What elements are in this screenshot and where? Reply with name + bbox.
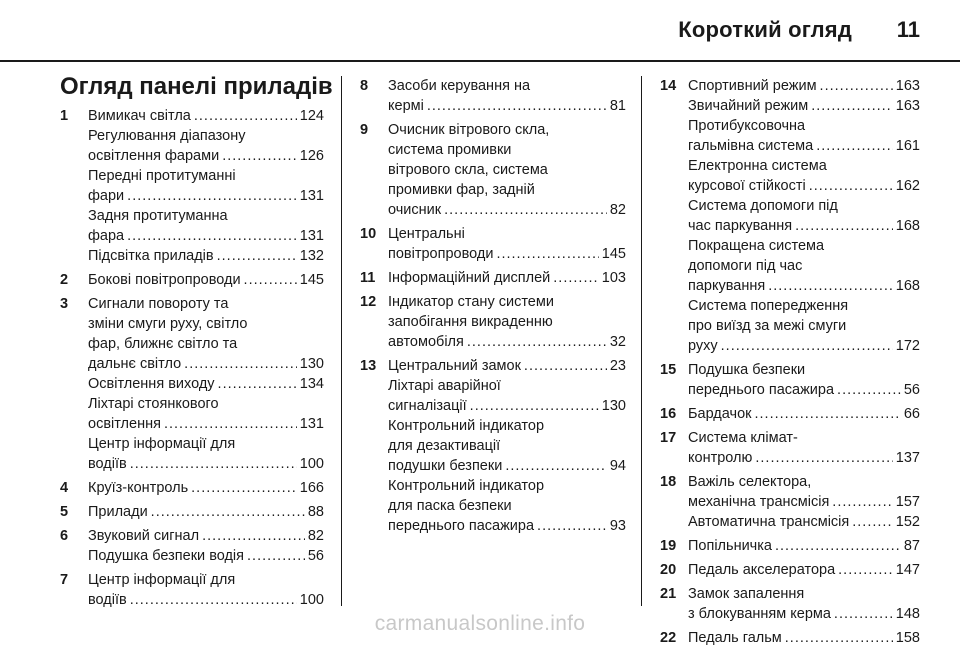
index-item [360,120,626,220]
entry-label: Бокові повітропроводи [88,272,241,288]
index-entry[interactable] [88,526,324,546]
index-item [360,224,626,264]
entry-page-ref: 126 [299,148,324,164]
item-number: 12 [360,294,377,310]
entry-page-ref: 66 [903,406,920,422]
dot-leader [837,380,901,400]
item-number: 2 [60,272,69,288]
entry-text-line: про виїзд за межі смуги [688,318,847,334]
index-item [660,76,920,356]
entry-page-ref: 88 [307,504,324,520]
dot-leader [191,478,297,498]
index-entry[interactable] [688,176,920,196]
entry-page-ref: 81 [609,98,626,114]
entry-page-ref: 145 [601,246,626,262]
entry-page-ref: 152 [895,514,920,530]
entry-text-line: Система клімат- [688,430,798,446]
dot-leader [130,590,297,610]
dot-leader [164,414,297,434]
item-body [88,270,324,290]
entry-text-line: Очисник вітрового скла, [388,122,550,138]
entry-label: Прилади [88,504,148,520]
entry-text-line: Індикатор стану системи [388,294,554,310]
entry-page-ref: 87 [903,538,920,554]
item-number: 10 [360,226,377,242]
entry-label: освітлення [88,416,161,432]
entry-text-line: зміни смуги руху, світло [88,316,248,332]
entry-label: Автоматична трансмісія [688,514,850,530]
dot-leader [222,146,297,166]
entry-text-line: Протибуксовочна [688,118,806,134]
item-body [88,478,324,498]
entry-text-line: запобігання викраденню [388,314,553,330]
index-item [660,428,920,468]
dot-leader [247,546,305,566]
dot-leader [553,268,599,288]
entry-text-line: система промивки [388,142,512,158]
dot-leader [130,454,297,474]
index-entry[interactable] [688,512,920,532]
entry-label: водіїв [88,592,127,608]
dot-leader [444,200,607,220]
item-number: 22 [660,630,677,646]
index-entry[interactable] [688,448,920,468]
item-number: 19 [660,538,677,554]
dot-leader [768,276,893,296]
index-item [660,360,920,400]
entry-page-ref: 147 [895,562,920,578]
dot-leader [852,512,893,532]
entry-label: Підсвітка приладів [88,248,214,264]
entry-page-ref: 157 [895,494,920,510]
index-entry[interactable] [688,380,920,400]
dot-leader [151,502,305,522]
entry-label: механічна трансмісія [688,494,830,510]
entry-text-line: Ліхтарі стоянкового [88,396,219,412]
item-number: 14 [660,78,677,94]
entry-label: Круїз-контроль [88,480,189,496]
index-entry[interactable] [388,200,626,220]
entry-label: переднього пасажира [688,382,835,398]
index-item [60,526,324,566]
entry-label: повітропроводи [388,246,494,262]
index-entry[interactable] [388,244,626,264]
dot-leader [809,176,893,196]
header-title: Короткий огляд [678,17,852,42]
entry-label: Центральний замок [388,358,521,374]
entry-label: переднього пасажира [388,518,535,534]
entry-text-line: допомоги під час [688,258,803,274]
item-body [688,560,920,580]
entry-page-ref: 131 [299,188,324,204]
dot-leader [427,96,607,116]
entry-text-line: Система допомоги під [688,198,838,214]
index-entry[interactable] [688,96,920,116]
entry-text-line: Ліхтарі аварійної [388,378,501,394]
dot-leader [127,226,297,246]
item-body [88,294,324,474]
dot-leader [775,536,901,556]
dot-leader [127,186,297,206]
entry-page-ref: 131 [299,228,324,244]
item-number: 5 [60,504,69,520]
index-entry[interactable] [88,546,324,566]
entry-label: Подушка безпеки водія [88,548,245,564]
index-entry[interactable] [88,186,324,206]
entry-page-ref: 56 [903,382,920,398]
item-number: 18 [660,474,677,490]
item-number: 17 [660,430,677,446]
entry-page-ref: 158 [895,630,920,646]
index-entry[interactable] [88,146,324,166]
entry-label: подушки безпеки [388,458,503,474]
entry-label: фари [88,188,125,204]
dot-leader [194,106,297,126]
item-number: 6 [60,528,69,544]
index-entry[interactable] [388,268,626,288]
section-title: Огляд панелі приладів [60,73,333,100]
entry-label: Звичайний режим [688,98,809,114]
entry-page-ref: 100 [299,592,324,608]
entry-page-ref: 168 [895,218,920,234]
index-item [60,478,324,498]
dot-leader [218,374,297,394]
entry-page-ref: 130 [299,356,324,372]
entry-label: водіїв [88,456,127,472]
item-body [688,472,920,532]
entry-label: Бардачок [688,406,752,422]
item-body [388,76,626,116]
index-entry[interactable] [688,536,920,556]
item-body [88,502,324,522]
dot-leader [467,332,607,352]
index-entry[interactable] [88,354,324,374]
index-entry[interactable] [688,560,920,580]
entry-text-line: Подушка безпеки [688,362,806,378]
entry-label: освітлення фарами [88,148,220,164]
item-body [388,224,626,264]
entry-page-ref: 132 [299,248,324,264]
dot-leader [496,244,598,264]
item-body [388,356,626,536]
entry-label: Освітлення виходу [88,376,215,392]
item-number: 7 [60,572,69,588]
index-entry[interactable] [688,276,920,296]
entry-page-ref: 168 [895,278,920,294]
item-number: 11 [360,270,376,286]
dot-leader [217,246,297,266]
dot-leader [754,404,900,424]
entry-label: курсової стійкості [688,178,806,194]
entry-label: Попільничка [688,538,772,554]
index-item [60,294,324,474]
index-entry[interactable] [388,396,626,416]
entry-label: дальнє світло [88,356,182,372]
item-number: 21 [660,586,677,602]
index-entry[interactable] [88,414,324,434]
item-number: 15 [660,362,677,378]
item-body [388,292,626,352]
entry-label: контролю [688,450,753,466]
index-entry[interactable] [88,478,324,498]
dot-leader [537,516,607,536]
entry-page-ref: 163 [895,98,920,114]
entry-text-line: Центр інформації для [88,436,236,452]
entry-page-ref: 148 [895,606,920,622]
item-number: 13 [360,358,377,374]
item-number: 8 [360,78,369,94]
dot-leader [470,396,599,416]
index-item [660,560,920,580]
dot-leader [505,456,607,476]
index-entry[interactable] [388,516,626,536]
watermark: carmanualsonline.info [374,612,586,635]
entry-label: Педаль акселератора [688,562,836,578]
index-column-2 [360,76,626,540]
page-header [0,0,960,62]
entry-text-line: Засоби керування на [388,78,531,94]
item-number: 4 [60,480,69,496]
item-body [88,570,324,610]
index-entry[interactable] [388,456,626,476]
index-item [660,536,920,556]
index-item [660,404,920,424]
entry-text-line: фар, ближнє світло та [88,336,238,352]
entry-label: Педаль гальм [688,630,782,646]
entry-text-line: Центр інформації для [88,572,236,588]
dot-leader [820,76,893,96]
index-entry[interactable] [688,76,920,96]
entry-text-line: Замок запалення [688,586,805,602]
entry-page-ref: 166 [299,480,324,496]
index-item [60,570,324,610]
entry-text-line: Електронна система [688,158,827,174]
index-entry[interactable] [688,404,920,424]
entry-label: Вимикач світла [88,108,191,124]
item-body [688,76,920,356]
entry-text-line: Покращена система [688,238,825,254]
item-body [388,120,626,220]
entry-page-ref: 124 [299,108,324,124]
entry-page-ref: 137 [895,450,920,466]
index-entry[interactable] [88,454,324,474]
index-entry[interactable] [388,356,626,376]
item-body [688,360,920,400]
item-body [388,268,626,288]
item-number: 1 [60,108,69,124]
index-item [360,292,626,352]
entry-text-line: для паска безпеки [388,498,512,514]
index-entry[interactable] [88,226,324,246]
item-number: 3 [60,296,69,312]
entry-label: паркування [688,278,766,294]
entry-page-ref: 103 [601,270,626,286]
entry-text-line: Задня протитуманна [88,208,228,224]
column-divider [641,76,642,606]
index-item [360,76,626,116]
item-number: 9 [360,122,369,138]
dot-leader [832,492,893,512]
dot-leader [838,560,893,580]
entry-label: гальмівна система [688,138,814,154]
index-column-1 [60,106,324,614]
entry-page-ref: 82 [609,202,626,218]
item-body [688,536,920,556]
entry-text-line: Контрольний індикатор [388,418,545,434]
header-rule [0,60,960,62]
index-item [660,472,920,532]
entry-text-line: Сигнали повороту та [88,296,229,312]
index-item [60,106,324,266]
entry-text-line: Важіль селектора, [688,474,812,490]
index-column-3 [660,76,920,652]
index-entry[interactable] [88,590,324,610]
entry-label: автомобіля [388,334,464,350]
index-entry[interactable] [88,270,324,290]
entry-label: Звуковий сигнал [88,528,200,544]
index-entry[interactable] [88,246,324,266]
index-entry[interactable] [688,136,920,156]
item-body [688,428,920,468]
dot-leader [721,336,893,356]
dot-leader [811,96,893,116]
index-entry[interactable] [88,106,324,126]
entry-label: час паркування [688,218,793,234]
entry-text-line: для дезактивації [388,438,501,454]
entry-page-ref: 130 [601,398,626,414]
entry-page-ref: 163 [895,78,920,94]
entry-text-line: Центральні [388,226,465,242]
index-entry[interactable] [388,332,626,352]
item-number: 16 [660,406,677,422]
entry-label: з блокуванням керма [688,606,831,622]
entry-page-ref: 131 [299,416,324,432]
entry-page-ref: 32 [609,334,626,350]
dot-leader [816,136,893,156]
index-item [360,268,626,288]
index-entry[interactable] [88,374,324,394]
dot-leader [184,354,297,374]
index-entry[interactable] [688,492,920,512]
entry-page-ref: 161 [895,138,920,154]
item-body [88,526,324,566]
item-number: 20 [660,562,677,578]
index-item [60,270,324,290]
entry-page-ref: 145 [299,272,324,288]
entry-label: Інформаційний дисплей [388,270,551,286]
index-item [60,502,324,522]
index-entry[interactable] [688,216,920,236]
dot-leader [524,356,607,376]
entry-page-ref: 56 [307,548,324,564]
item-body [88,106,324,266]
dot-leader [755,448,892,468]
entry-page-ref: 93 [609,518,626,534]
page-number: 11 [896,17,920,42]
entry-text-line: Передні протитуманні [88,168,236,184]
index-entry[interactable] [688,336,920,356]
entry-page-ref: 82 [307,528,324,544]
dot-leader [202,526,305,546]
entry-label: Спортивний режим [688,78,817,94]
index-entry[interactable] [88,502,324,522]
entry-page-ref: 172 [895,338,920,354]
entry-text-line: вітрового скла, система [388,162,548,178]
entry-page-ref: 23 [609,358,626,374]
entry-page-ref: 100 [299,456,324,472]
entry-label: фара [88,228,125,244]
entry-text-line: промивки фар, задній [388,182,535,198]
entry-text-line: Система попередження [688,298,849,314]
column-divider [341,76,342,606]
entry-text-line: Регулювання діапазону [88,128,246,144]
entry-page-ref: 134 [299,376,324,392]
dot-leader [795,216,893,236]
entry-label: кермі [388,98,424,114]
entry-label: очисник [388,202,442,218]
entry-label: сигналізації [388,398,467,414]
entry-page-ref: 94 [609,458,626,474]
entry-text-line: Контрольний індикатор [388,478,545,494]
index-item [360,356,626,536]
dot-leader [244,270,297,290]
entry-page-ref: 162 [895,178,920,194]
index-entry[interactable] [388,96,626,116]
item-body [688,404,920,424]
entry-label: руху [688,338,718,354]
